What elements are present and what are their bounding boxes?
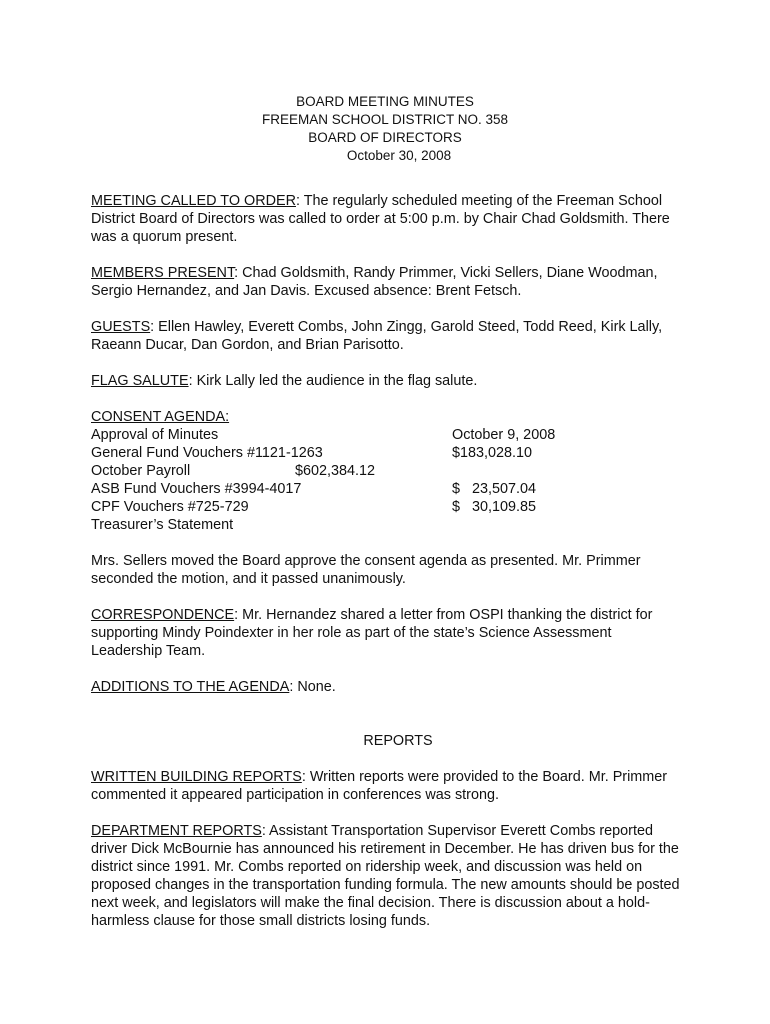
consent-value: October 9, 2008	[452, 427, 556, 443]
consent-motion: Mrs. Sellers moved the Board approve the consent agenda as presented. Mr. Primmer seconded the motion, and it passed unanimously.	[91, 553, 641, 587]
consent-agenda-row	[91, 444, 681, 462]
consent-agenda-row	[91, 516, 681, 534]
guests-section	[91, 318, 681, 354]
minutes-body	[91, 192, 681, 948]
consent-item: ASB Fund Vouchers #3994-4017	[91, 481, 302, 497]
consent-item: October Payroll	[91, 463, 191, 479]
section-heading: CONSENT AGENDA:	[91, 409, 230, 425]
correspondence-section	[91, 606, 681, 660]
consent-agenda-section	[91, 408, 681, 534]
consent-agenda-row	[91, 498, 681, 516]
section-heading: WRITTEN BUILDING REPORTS	[91, 769, 302, 785]
additions-section	[91, 678, 681, 696]
reports-heading: REPORTS	[363, 733, 433, 749]
section-heading: MEETING CALLED TO ORDER	[91, 193, 296, 209]
section-heading: MEMBERS PRESENT	[91, 265, 235, 281]
consent-item: General Fund Vouchers #1121-1263	[91, 445, 323, 461]
consent-agenda-row	[91, 480, 681, 498]
consent-item: CPF Vouchers #725-729	[91, 499, 249, 515]
consent-value: $183,028.10	[452, 445, 533, 461]
consent-agenda-row	[91, 462, 681, 480]
section-text: : None.	[289, 679, 336, 695]
document-header	[0, 93, 770, 165]
consent-value: $ 30,109.85	[452, 499, 537, 515]
members-present-section	[91, 264, 681, 300]
consent-value: $ 23,507.04	[452, 481, 537, 497]
consent-mid-value: $602,384.12	[295, 463, 376, 479]
section-heading: FLAG SALUTE	[91, 373, 189, 389]
written-reports-section	[91, 768, 681, 804]
board-name: BOARD OF DIRECTORS	[308, 130, 462, 145]
section-heading: DEPARTMENT REPORTS	[91, 823, 262, 839]
consent-item: Approval of Minutes	[91, 427, 219, 443]
district-name: FREEMAN SCHOOL DISTRICT NO. 358	[261, 112, 509, 127]
section-text: : Chad Goldsmith, Randy Primmer, Vicki Sellers, Diane Woodman, Sergio Hernandez, and Jan Davis. Excused absence: Brent Fetsch.	[91, 265, 658, 299]
section-text: : The regularly scheduled meeting of the Freeman School District Board of Directors was called to order at 5:00 p.m. by Chair Chad Goldsmith. There was a quorum present.	[91, 193, 670, 245]
section-text: : Kirk Lally led the audience in the flag salute.	[188, 373, 478, 389]
flag-salute-section	[91, 372, 681, 390]
department-reports-section	[91, 822, 681, 930]
section-text: : Assistant Transportation Supervisor Everett Combs reported driver Dick McBournie has announced his retirement in December. He has driven bus for the district since 1991. Mr. Combs reported on ridership week, and discussion was held on proposed changes in the transportation funding formula. The new amounts should be posted next week, and legislators will make the final decision. There is discussion about a hold-harmless clause for those small districts losing funds.	[91, 823, 680, 929]
consent-agenda-row	[91, 426, 681, 444]
section-heading: CORRESPONDENCE	[91, 607, 235, 623]
section-text: : Written reports were provided to the Board. Mr. Primmer commented it appeared participation in conferences was strong.	[91, 769, 668, 803]
meeting-date: October 30, 2008	[346, 148, 452, 163]
section-text: : Mr. Hernandez shared a letter from OSPI thanking the district for supporting Mindy Poindexter in her role as part of the state’s Science Assessment Leadership Team.	[91, 607, 653, 659]
meeting-called-section	[91, 192, 681, 246]
consent-item: Treasurer’s Statement	[91, 517, 234, 533]
section-text: : Ellen Hawley, Everett Combs, John Zingg, Garold Steed, Todd Reed, Kirk Lally, Raeann Ducar, Dan Gordon, and Brian Parisotto.	[91, 319, 663, 353]
document-title: BOARD MEETING MINUTES	[296, 94, 474, 109]
section-heading: ADDITIONS TO THE AGENDA	[91, 679, 290, 695]
section-heading: GUESTS	[91, 319, 151, 335]
consent-agenda-heading-row	[91, 408, 681, 426]
